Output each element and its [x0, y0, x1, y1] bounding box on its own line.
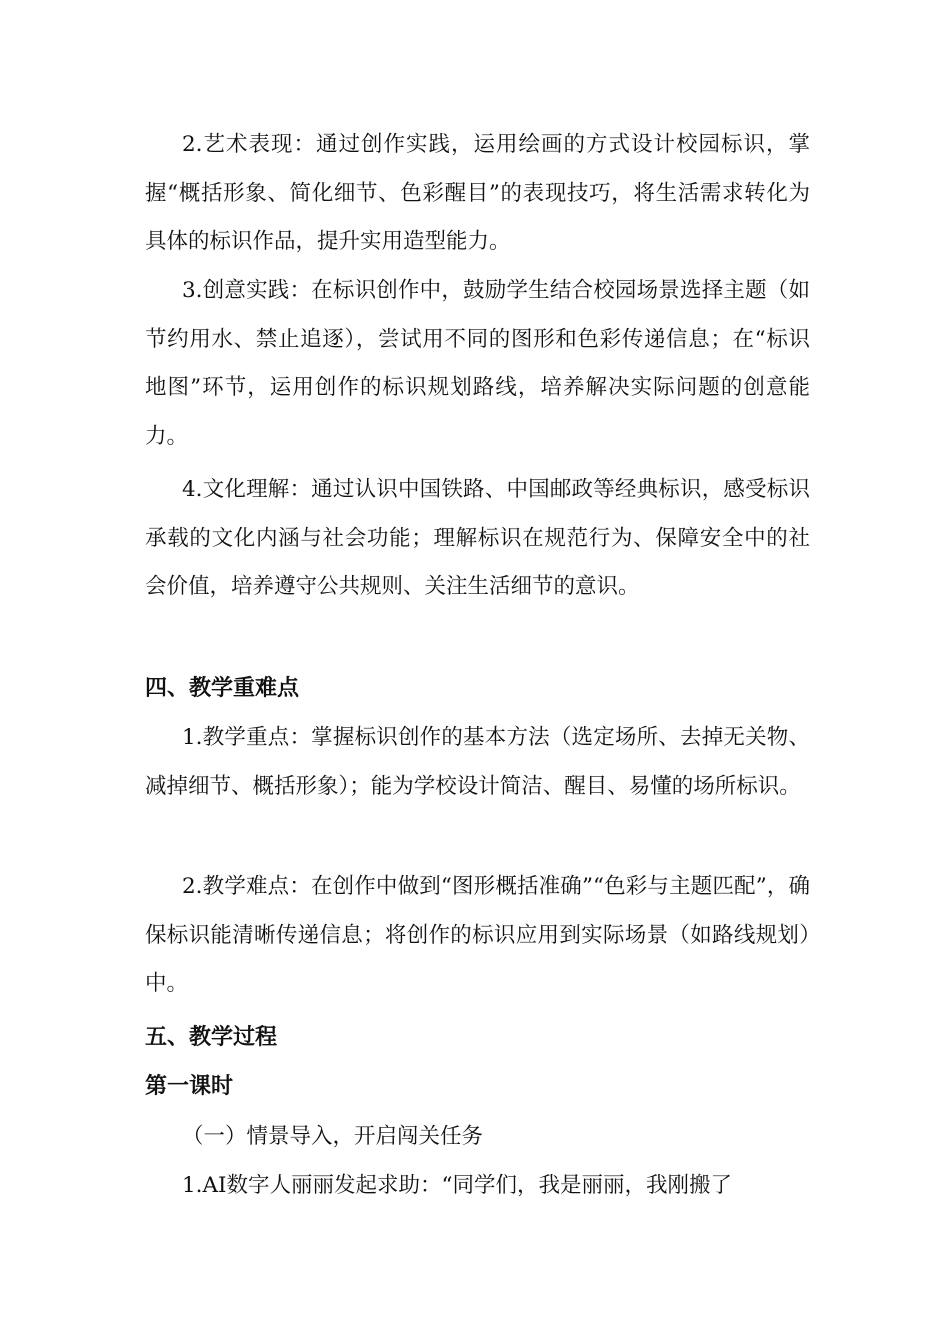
objective-cultural-understanding: 4.文化理解：通过认识中国铁路、中国邮政等经典标识，感受标识承载的文化内涵与社会功能；理解标识在规范行为、保障安全中的社会价值，培养遵守公共规则、关注生活细节的意识。: [145, 477, 810, 599]
section-heading-teaching-process: 五、教学过程: [145, 1025, 278, 1050]
objective-art-expression: 2.艺术表现：通过创作实践，运用绘画的方式设计校园标识，掌握“概括形象、简化细节、色彩醒目”的表现技巧，将生活需求转化为具体的标识作品，提升实用造型能力。: [145, 132, 810, 254]
teaching-key-point: 1.教学重点：掌握标识创作的基本方法（选定场所、去掉无关物、减掉细节、概括形象）；能为学校设计简洁、醒目、易懂的场所标识。: [145, 725, 810, 799]
section-heading-key-difficult-points: 四、教学重难点: [145, 676, 300, 701]
lesson-title: 第一课时: [145, 1074, 234, 1099]
step-title: （一）情景导入，开启闯关任务: [182, 1124, 484, 1149]
step-text: 1.AI数字人丽丽发起求助：“同学们，我是丽丽，我刚搬了: [182, 1173, 733, 1198]
teaching-difficult-point: 2.教学难点：在创作中做到“图形概括准确”“色彩与主题匹配”，确保标识能清晰传递信息；将创作的标识应用到实际场景（如路线规划）中。: [145, 874, 810, 996]
objective-creative-practice: 3.创意实践：在标识创作中，鼓励学生结合校园场景选择主题（如节约用水、禁止追逐），尝试用不同的图形和色彩传递信息；在“标识地图”环节，运用创作的标识规划路线，培养解决实际问题的创意能力。: [145, 278, 810, 449]
